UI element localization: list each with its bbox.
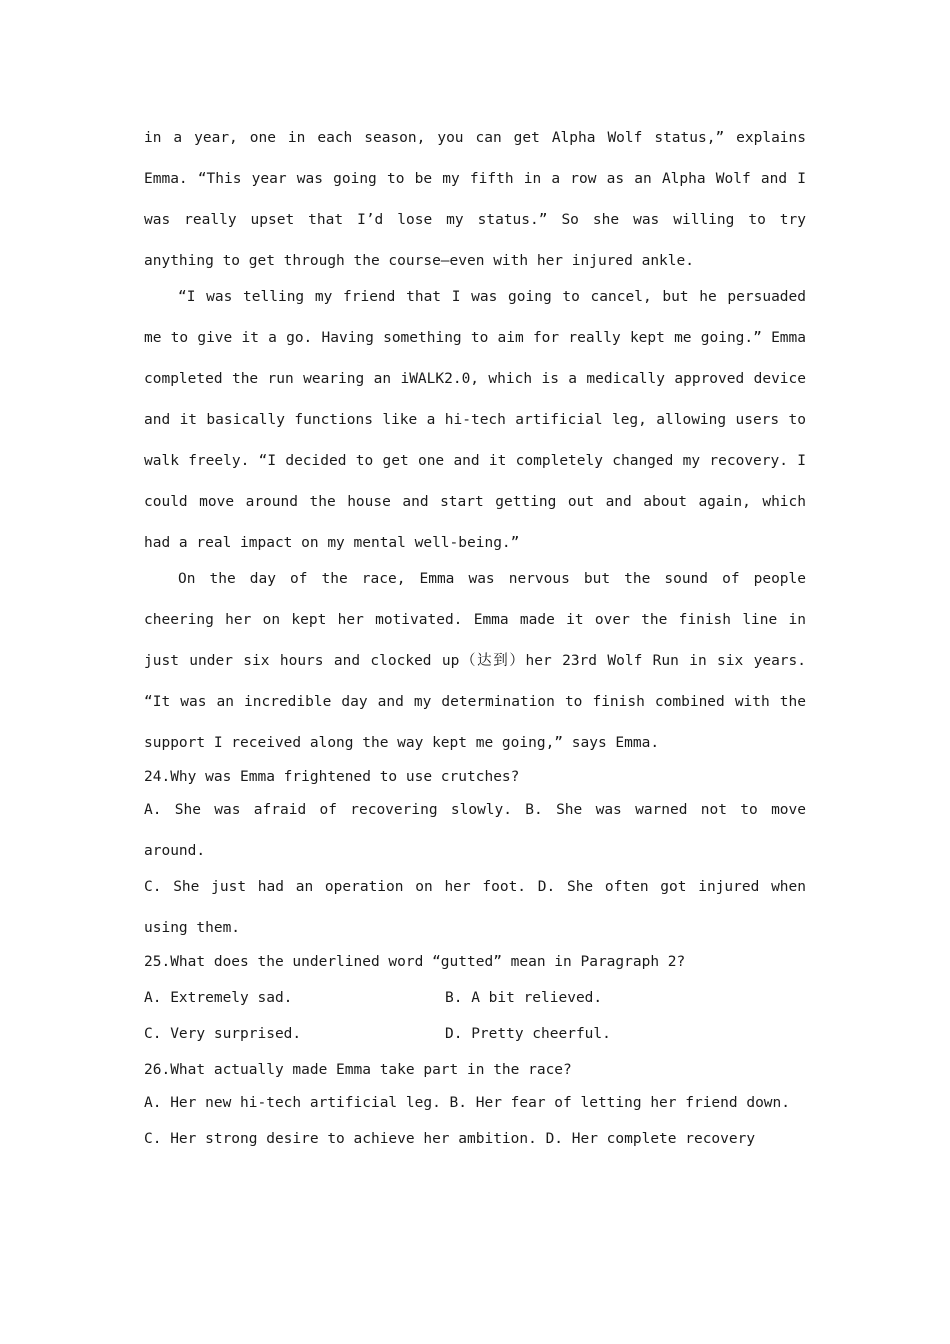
question-26-stem: 26.What actually made Emma take part in the race? bbox=[144, 1062, 572, 1078]
passage-paragraph-1: in a year, one in each season, you can get Alpha Wolf status,” explains Emma. “This year was going to be my fifth in a row as an Alpha Wolf and I was really upset that I’d lose my status.” So she was willing to try anything to get through the course—even with her injured ankle. bbox=[144, 130, 806, 269]
question-25-option-d: D. Pretty cheerful. bbox=[445, 1026, 611, 1042]
question-26-options-cd: C. Her strong desire to achieve her ambition. D. Her complete recovery bbox=[144, 1131, 756, 1147]
question-25-option-b: B. A bit relieved. bbox=[445, 990, 603, 1006]
question-25-stem: 25.What does the underlined word “gutted” mean in Paragraph 2? bbox=[144, 954, 686, 970]
question-24-options-ab: A. She was afraid of recovering slowly. B. She was warned not to move around. bbox=[144, 802, 806, 859]
question-25-option-c: C. Very surprised. bbox=[144, 1026, 302, 1042]
question-24-stem: 24.Why was Emma frightened to use crutches? bbox=[144, 769, 520, 785]
passage-paragraph-2: “I was telling my friend that I was going to cancel, but he persuaded me to give it a go. Having something to aim for really kept me going.” Emma completed the run wearing an iWALK2.0, which is a medically approved device and it basically functions like a hi-tech artificial leg, allowing users to walk freely. “I decided to get one and it completely changed my recovery. I could move around the house and start getting out and about again, which had a real impact on my mental well-being.” bbox=[144, 289, 806, 551]
question-24-options-cd: C. She just had an operation on her foot. D. She often got injured when using them. bbox=[144, 879, 806, 936]
question-26-options-ab: A. Her new hi-tech artificial leg. B. Her fear of letting her friend down. bbox=[144, 1095, 791, 1111]
passage-paragraph-3: On the day of the race, Emma was nervous but the sound of people cheering her on kept her motivated. Emma made it over the finish line in just under six hours and clocked up（达到）her 23rd Wolf Run in six years. “It was an incredible day and my determination to finish combined with the support I received along the way kept me going,” says Emma. bbox=[144, 571, 806, 751]
question-25-option-a: A. Extremely sad. bbox=[144, 990, 293, 1006]
document-page bbox=[144, 118, 806, 1160]
question-25-row-cd bbox=[144, 1016, 806, 1052]
question-25-row-ab bbox=[144, 980, 806, 1016]
